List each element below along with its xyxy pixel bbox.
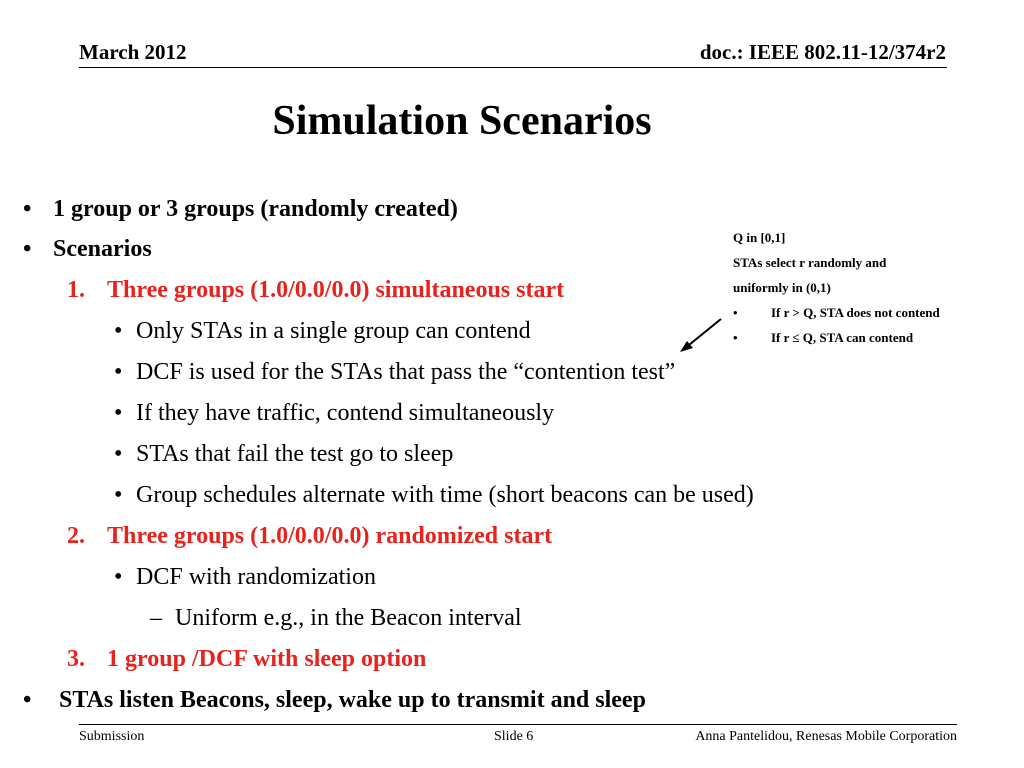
bullet-dot-icon: • bbox=[114, 359, 123, 385]
bullet-dot-icon: • bbox=[733, 305, 738, 320]
note-line: uniformly in (0,1) bbox=[733, 280, 831, 295]
scenario-title: Three groups (1.0/0.0/0.0) simultaneous start bbox=[107, 277, 565, 303]
bullet-text: Scenarios bbox=[53, 236, 152, 262]
item-text: DCF is used for the STAs that pass the “contention test” bbox=[136, 359, 676, 385]
bullet-dot-icon: • bbox=[23, 687, 32, 713]
bullet-dot-icon: • bbox=[23, 196, 32, 222]
bullet-dot-icon: • bbox=[114, 318, 123, 344]
dash-icon: – bbox=[150, 605, 162, 631]
bullet-dot-icon: • bbox=[114, 482, 123, 508]
scenario-1-item bbox=[114, 318, 531, 345]
scenario-1-item bbox=[114, 482, 754, 509]
bullet-dot-icon: • bbox=[733, 330, 738, 345]
scenario-3-heading bbox=[67, 646, 426, 673]
scenario-title: 1 group /DCF with sleep option bbox=[107, 646, 427, 672]
item-text: Only STAs in a single group can contend bbox=[136, 318, 531, 344]
bullet-groups bbox=[23, 196, 458, 223]
bullet-scenarios bbox=[23, 236, 152, 263]
scenario-1-item bbox=[114, 400, 554, 427]
bullet-dot-icon: • bbox=[23, 236, 32, 262]
bullet-dot-icon: • bbox=[114, 400, 123, 426]
subitem-text: Uniform e.g., in the Beacon interval bbox=[175, 605, 522, 631]
note-item bbox=[733, 325, 1013, 350]
footer-slide-number: Slide 6 bbox=[494, 729, 534, 744]
scenario-number: 1. bbox=[67, 277, 85, 303]
scenario-1-item bbox=[114, 359, 675, 386]
scenario-2-item bbox=[114, 564, 376, 591]
header-date: March 2012 bbox=[79, 40, 187, 64]
bullet-stas-listen bbox=[23, 687, 646, 714]
note-item-text: If r ≤ Q, STA can contend bbox=[771, 330, 914, 345]
contention-test-note bbox=[733, 225, 1013, 350]
scenario-title: Three groups (1.0/0.0/0.0) randomized start bbox=[107, 523, 553, 549]
bullet-text: 1 group or 3 groups (randomly created) bbox=[53, 196, 458, 222]
scenario-2-subitem bbox=[150, 605, 522, 632]
footer-submission: Submission bbox=[79, 729, 145, 744]
item-text: DCF with randomization bbox=[136, 564, 376, 590]
header-divider bbox=[79, 67, 947, 68]
note-item-text: If r > Q, STA does not contend bbox=[771, 305, 940, 320]
footer-author: Anna Pantelidou, Renesas Mobile Corporation bbox=[695, 729, 957, 744]
scenario-1-item bbox=[114, 441, 453, 468]
item-text: Group schedules alternate with time (short beacons can be used) bbox=[136, 482, 754, 508]
item-text: STAs that fail the test go to sleep bbox=[136, 441, 454, 467]
arrow-icon bbox=[676, 314, 726, 356]
header-doc-id: doc.: IEEE 802.11-12/374r2 bbox=[699, 40, 946, 64]
footer-divider bbox=[79, 724, 957, 725]
scenario-number: 2. bbox=[67, 523, 85, 549]
note-item bbox=[733, 300, 1013, 325]
note-line: Q in [0,1] bbox=[733, 230, 786, 245]
note-line: STAs select r randomly and bbox=[733, 255, 887, 270]
item-text: If they have traffic, contend simultaneously bbox=[136, 400, 555, 426]
scenario-2-heading bbox=[67, 523, 552, 550]
bullet-text: STAs listen Beacons, sleep, wake up to transmit and sleep bbox=[59, 687, 646, 713]
slide-title: Simulation Scenarios bbox=[272, 98, 652, 144]
scenario-1-heading bbox=[67, 277, 564, 304]
scenario-number: 3. bbox=[67, 646, 85, 672]
bullet-dot-icon: • bbox=[114, 564, 123, 590]
bullet-dot-icon: • bbox=[114, 441, 123, 467]
